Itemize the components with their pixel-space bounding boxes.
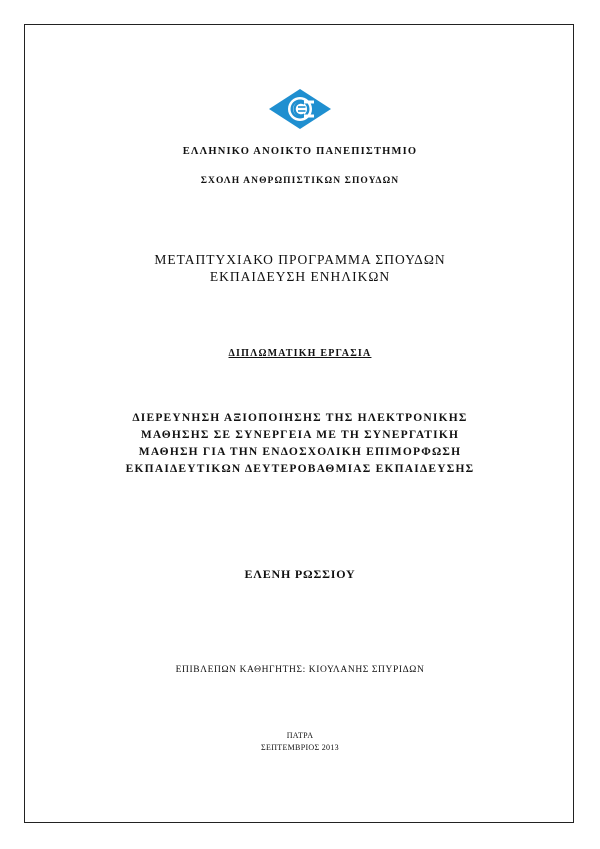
title-line: ΕΚΠΑΙΔΕΥΤΙΚΩΝ ΔΕΥΤΕΡΟΒΑΘΜΙΑΣ ΕΚΠΑΙΔΕΥΣΗΣ — [125, 463, 475, 475]
university-name: ΕΛΛΗΝΙΚΟ ΑΝΟΙΚΤΟ ΠΑΝΕΠΙΣΤΗΜΙΟ — [182, 146, 418, 157]
date: ΣΕΠΤΕΜΒΡΙΟΣ 2013 — [261, 743, 339, 752]
school-name: ΣΧΟΛΗ ΑΝΘΡΩΠΙΣΤΙΚΩΝ ΣΠΟΥΔΩΝ — [200, 176, 400, 186]
title-line: ΔΙΕΡΕΥΝΗΣΗ ΑΞΙΟΠΟΙΗΣΗΣ ΤΗΣ ΗΛΕΚΤΡΟΝΙΚΗΣ — [132, 412, 468, 424]
thesis-type-text: ΔΙΠΛΩΜΑΤΙΚΗ ΕΡΓΑΣΙΑ — [228, 348, 372, 359]
thesis-type-label — [24, 348, 576, 359]
program-line: ΜΕΤΑΠΤΥΧΙΑΚΟ ΠΡΟΓΡΑΜΜΑ ΣΠΟΥΔΩΝ — [154, 252, 446, 267]
city: ΠΑΤΡΑ — [286, 731, 314, 740]
title-line: ΜΑΘΗΣΗ ΓΙΑ ΤΗΝ ΕΝΔΟΣΧΟΛΙΚΗ ΕΠΙΜΟΡΦΩΣΗ — [138, 446, 462, 458]
program-name — [24, 251, 576, 285]
place-and-date — [24, 730, 576, 754]
thesis-title — [24, 410, 576, 478]
program-line: ΕΚΠΑΙΔΕΥΣΗ ΕΝΗΛΙΚΩΝ — [209, 269, 391, 284]
title-line: ΜΑΘΗΣΗΣ ΣΕ ΣΥΝΕΡΓΕΙΑ ΜΕ ΤΗ ΣΥΝΕΡΓΑΤΙΚΗ — [140, 429, 460, 441]
author-name: ΕΛΕΝΗ ΡΩΣΣΙΟΥ — [244, 567, 356, 581]
university-logo-icon — [268, 88, 332, 130]
supervisor-line: ΕΠΙΒΛΕΠΩΝ ΚΑΘΗΓΗΤΗΣ: ΚΙΟΥΛΑΝΗΣ ΣΠΥΡΙΔΩΝ — [175, 665, 425, 675]
